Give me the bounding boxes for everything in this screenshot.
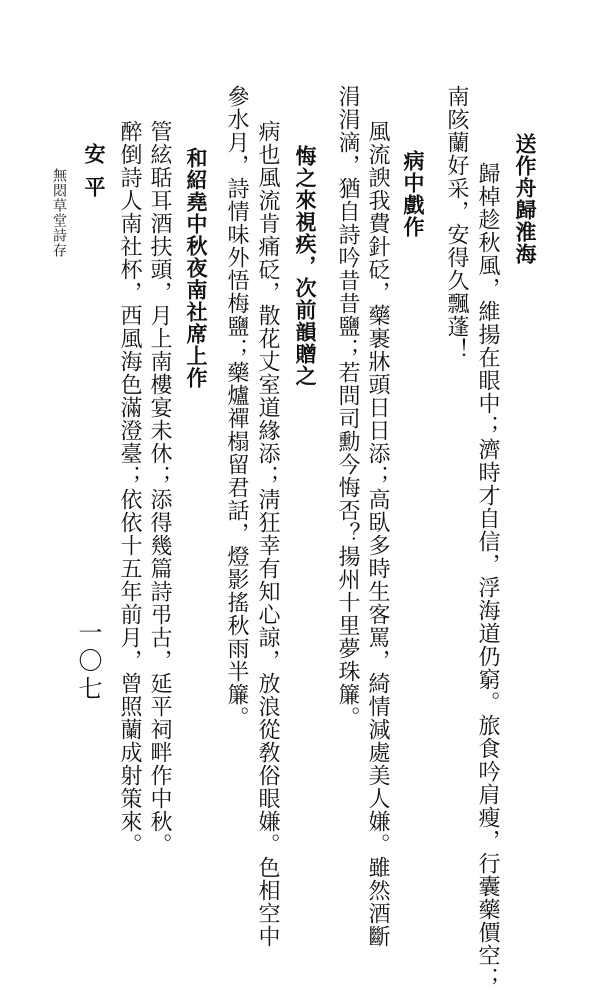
poem-line: 病也風流肯痛砭，散花丈室道緣添；淸狂幸有知心諒，放浪從敎俗眼嫌。色相空中 xyxy=(255,120,280,948)
poem-line: 醉倒詩人南社杯，西風海色滿澄臺；依依十五年前月，曾照蘭成射策來。 xyxy=(117,120,142,856)
poem-line: 管絃聒耳酒扶頭，月上南樓宴未休；添得幾篇詩弔古，延平祠畔作中秋。 xyxy=(147,120,172,856)
poem-line: 參水月，詩情味外悟梅鹽；藥爐禪榻留君話，燈影搖秋雨半簾。 xyxy=(224,85,249,729)
poem-title: 安平 xyxy=(82,143,107,209)
poem-title: 和紹堯中秋夜南社席上作 xyxy=(184,147,209,389)
poem-line: 南陔蘭好采，安得久飄蓬！ xyxy=(444,85,469,361)
page-number: 一〇七 xyxy=(74,620,102,704)
poem-title: 悔之來視疾，次前韻贈之 xyxy=(293,145,318,387)
poem-line: 歸棹趁秋風，維揚在眼中；濟時才自信，浮海道仍窮。旅食吟肩瘦，行囊藥價空； xyxy=(475,162,500,990)
poem-line: 風流諛我費針砭，藥裹牀頭日日添；高臥多時生客罵，綺情減處美人嫌。雖然酒斷 xyxy=(365,120,390,948)
poem-line: 涓涓滴，猶自詩吟昔昔鹽；若問司勳今悔否？揚州十里夢珠簾。 xyxy=(335,85,360,729)
poem-title: 病中戲作 xyxy=(401,150,426,238)
poem-title: 送作舟歸淮海 xyxy=(513,133,538,265)
book-title: 無悶草堂詩存 xyxy=(51,168,67,258)
